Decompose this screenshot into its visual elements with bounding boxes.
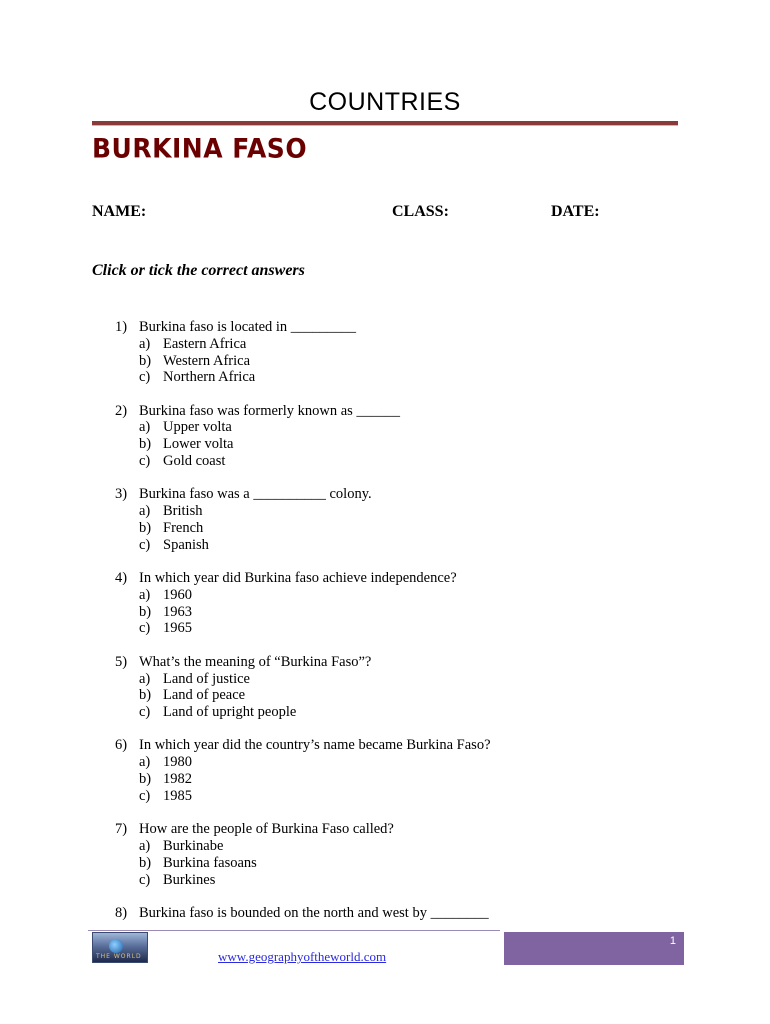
option-letter: b) bbox=[139, 352, 152, 369]
answer-option[interactable] bbox=[139, 369, 715, 386]
date-field-label: DATE: bbox=[551, 203, 600, 220]
question-number: 7) bbox=[115, 821, 128, 838]
question-4 bbox=[115, 570, 715, 637]
option-text: Land of upright people bbox=[163, 704, 297, 721]
option-text: Western Africa bbox=[163, 352, 250, 369]
answer-option[interactable] bbox=[139, 872, 715, 889]
answer-option[interactable] bbox=[139, 520, 715, 537]
question-2 bbox=[115, 403, 715, 470]
option-letter: b) bbox=[139, 603, 152, 620]
answer-option[interactable] bbox=[139, 788, 715, 805]
question-8 bbox=[115, 905, 715, 922]
option-letter: c) bbox=[139, 787, 151, 804]
option-text: Burkina fasoans bbox=[163, 854, 257, 871]
option-letter: b) bbox=[139, 854, 152, 871]
logo-wordmark: THE WORLD bbox=[96, 953, 142, 960]
page-number-badge bbox=[504, 932, 684, 965]
question-text: Burkina faso is bounded on the north and west by ________ bbox=[139, 904, 489, 921]
question-number: 6) bbox=[115, 737, 128, 754]
option-letter: b) bbox=[139, 771, 152, 788]
option-text: Land of peace bbox=[163, 687, 246, 704]
page-footer bbox=[88, 930, 684, 966]
option-letter: b) bbox=[139, 519, 152, 536]
answer-option[interactable] bbox=[139, 436, 715, 453]
question-text: In which year did the country’s name became Burkina Faso? bbox=[139, 737, 491, 754]
option-text: 1960 bbox=[163, 586, 192, 603]
answer-option[interactable] bbox=[139, 671, 715, 688]
option-text: 1982 bbox=[163, 771, 192, 788]
question-text: Burkina faso was formerly known as ______ bbox=[139, 402, 400, 419]
option-text: Lower volta bbox=[163, 436, 234, 453]
option-letter: c) bbox=[139, 453, 151, 470]
option-letter: c) bbox=[139, 369, 151, 386]
option-text: British bbox=[163, 503, 203, 520]
answer-option[interactable] bbox=[139, 419, 715, 436]
question-6 bbox=[115, 737, 715, 804]
class-field-label: CLASS: bbox=[392, 203, 449, 220]
option-letter: a) bbox=[139, 419, 151, 436]
question-number: 8) bbox=[115, 904, 128, 921]
option-letter: a) bbox=[139, 754, 151, 771]
question-number: 5) bbox=[115, 653, 128, 670]
question-number: 2) bbox=[115, 402, 128, 419]
option-letter: a) bbox=[139, 837, 151, 854]
option-letter: c) bbox=[139, 704, 151, 721]
option-text: 1985 bbox=[163, 787, 192, 804]
option-text: Burkinabe bbox=[163, 837, 224, 854]
website-link[interactable]: www.geographyoftheworld.com bbox=[218, 949, 387, 964]
title-divider bbox=[92, 121, 678, 126]
option-text: French bbox=[163, 519, 204, 536]
question-number: 4) bbox=[115, 570, 128, 587]
option-text: 1963 bbox=[163, 603, 192, 620]
site-logo bbox=[92, 932, 148, 963]
country-heading: BURKINA FASO bbox=[92, 133, 308, 164]
answer-option[interactable] bbox=[139, 453, 715, 470]
question-number: 3) bbox=[115, 486, 128, 503]
answer-option[interactable] bbox=[139, 754, 715, 771]
question-5 bbox=[115, 654, 715, 721]
option-text: 1965 bbox=[163, 620, 192, 637]
option-letter: a) bbox=[139, 503, 151, 520]
option-letter: c) bbox=[139, 536, 151, 553]
option-letter: a) bbox=[139, 670, 151, 687]
answer-option[interactable] bbox=[139, 587, 715, 604]
document-title: COUNTRIES bbox=[309, 88, 461, 116]
instructions: Click or tick the correct answers bbox=[92, 262, 305, 279]
answer-option[interactable] bbox=[139, 336, 715, 353]
answer-option[interactable] bbox=[139, 620, 715, 637]
answer-option[interactable] bbox=[139, 855, 715, 872]
option-letter: c) bbox=[139, 620, 151, 637]
answer-option[interactable] bbox=[139, 838, 715, 855]
question-text: In which year did Burkina faso achieve independence? bbox=[139, 570, 457, 587]
option-text: 1980 bbox=[163, 754, 192, 771]
answer-option[interactable] bbox=[139, 503, 715, 520]
question-list bbox=[115, 319, 715, 938]
option-text: Gold coast bbox=[163, 453, 226, 470]
option-letter: a) bbox=[139, 586, 151, 603]
option-letter: b) bbox=[139, 436, 152, 453]
answer-option[interactable] bbox=[139, 704, 715, 721]
question-text: Burkina faso is located in _________ bbox=[139, 319, 357, 335]
name-field-label: NAME: bbox=[92, 203, 147, 220]
option-text: Burkines bbox=[163, 871, 216, 888]
option-letter: c) bbox=[139, 871, 151, 888]
footer-divider bbox=[88, 930, 500, 931]
globe-icon bbox=[109, 939, 123, 953]
option-letter: a) bbox=[139, 335, 151, 352]
answer-option[interactable] bbox=[139, 604, 715, 621]
question-text: Burkina faso was a __________ colony. bbox=[139, 486, 372, 503]
answer-option[interactable] bbox=[139, 537, 715, 554]
answer-option[interactable] bbox=[139, 353, 715, 370]
question-3 bbox=[115, 486, 715, 553]
question-number: 1) bbox=[115, 319, 128, 335]
question-1 bbox=[115, 319, 715, 386]
page-number: 1 bbox=[669, 935, 676, 947]
option-letter: b) bbox=[139, 687, 152, 704]
question-text: What’s the meaning of “Burkina Faso”? bbox=[139, 653, 372, 670]
option-text: Spanish bbox=[163, 536, 209, 553]
question-7 bbox=[115, 821, 715, 888]
option-text: Upper volta bbox=[163, 419, 232, 436]
question-text: How are the people of Burkina Faso called? bbox=[139, 821, 394, 838]
option-text: Northern Africa bbox=[163, 369, 256, 386]
option-text: Land of justice bbox=[163, 670, 250, 687]
option-text: Eastern Africa bbox=[163, 335, 247, 352]
answer-option[interactable] bbox=[139, 771, 715, 788]
answer-option[interactable] bbox=[139, 687, 715, 704]
